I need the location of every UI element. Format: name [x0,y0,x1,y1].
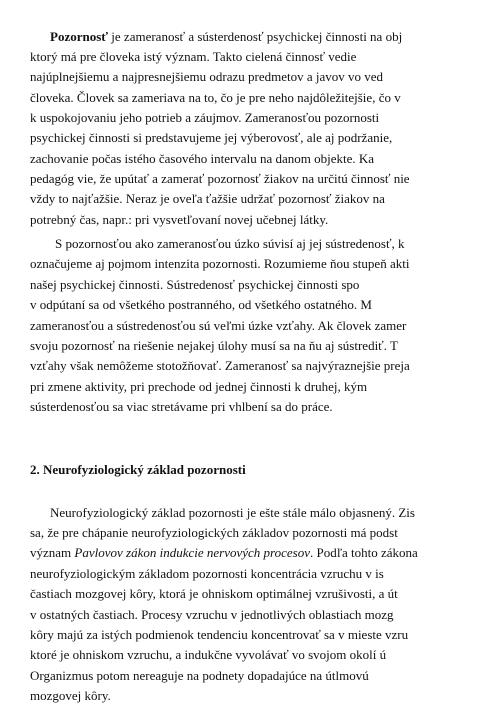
paragraph-line: častiach mozgovej kôry, ktorá je ohniskom optimálnej vzrušivosti, a út [30,586,398,601]
paragraph-line: zachovanie počas istého časového intervalu na danom objekte. Ka [30,151,375,166]
term-attention: Pozornosť [50,29,109,44]
paragraph-line: označujeme aj pojmom intenzita pozornosti. Rozumieme ňou stupeň akti [30,256,410,271]
paragraph-line: vzťahy však nemôžeme stotožňovať. Zameranosť sa najvýraznejšie preja [30,358,410,373]
paragraph-line: vždy to najťažšie. Neraz je oveľa ťažšie udržať pozornosť žiakov na [30,191,385,206]
paragraph-line: najúplnejšiemu a najpresnejšiemu odrazu predmetov a javov vo ved [30,69,384,84]
paragraph-line: k uspokojovaniu jeho potrieb a záujmov. Zameranosťou pozornosti [30,110,380,125]
paragraph-line: S pozornosťou ako zameranosťou úzko súvisí aj jej sústredenosť, k [55,236,405,251]
paragraph-line: neurofyziologickým základom pozornosti koncentrácia vzruchu v is [30,566,384,581]
paragraph-line: sústerdenosťou sa viac stretávame pri vhlbení sa do práce. [30,399,333,414]
paragraph-line: Organizmus potom nereaguje na podnety dopadajúce na útlmovú [30,668,369,683]
paragraph-line: ktorý má pre človeka istý význam. Takto cielená činnosť vedie [30,49,357,64]
paragraph-line: svoju pozornosť na riešenie nejakej úlohy musí sa na ňu aj sústrediť. T [30,338,398,353]
paragraph-line: človeka. Človek sa zameriava na to, čo je pre neho najdôležitejšie, čo v [30,90,401,105]
paragraph-line: mozgovej kôry. [30,688,111,703]
paragraph-line: Neurofyziologický základ pozornosti je ešte stále málo objasnený. Zis [50,505,415,520]
paragraph-line: potrebný čas, napr.: pri vysvetľovaní novej učebnej látky. [30,212,329,227]
paragraph-line: význam Pavlovov zákon indukcie nervových procesov. Podľa tohto zákona [30,545,418,560]
paragraph-line: v odpútaní sa od všetkého postranného, od všetkého ostatného. M [30,297,372,312]
paragraph-line: sa, že pre chápanie neurofyziologických základov pozornosti má podst [30,525,398,540]
paragraph-line: kôry majú za istých podmienok tendenciu koncentrovať sa v mieste vzru [30,627,409,642]
paragraph-line: pri zmene aktivity, pri prechode od jednej činnosti k druhej, kým [30,379,368,394]
paragraph-line: zameranosťou a sústredenosťou sú veľmi úzke vzťahy. Ak človek zamer [30,318,407,333]
paragraph-line: našej psychickej činnosti. Sústredenosť psychickej činnosti spo [30,277,360,292]
paragraph-line: psychickej činnosti si predstavujeme jej výberovosť, ale aj podržanie, [30,130,393,145]
paragraph-line: ktoré je ohniskom vzruchu, a indukčne vyvolávať vo svojom okolí ú [30,647,387,662]
paragraph-line: Pozornosť je zameranosť a sústerdenosť psychickej činnosti na obj [50,29,403,44]
paragraph-line: pedagóg vie, že upútať a zamerať pozornosť žiakov na určitú činnosť nie [30,171,410,186]
paragraph-line: v ostatných častiach. Procesy vzruchu v jednotlivých oblastiach mozg [30,607,394,622]
section-heading: 2. Neurofyziologický základ pozornosti [30,462,246,477]
law-name: Pavlovov zákon indukcie nervových procesov [74,545,310,560]
